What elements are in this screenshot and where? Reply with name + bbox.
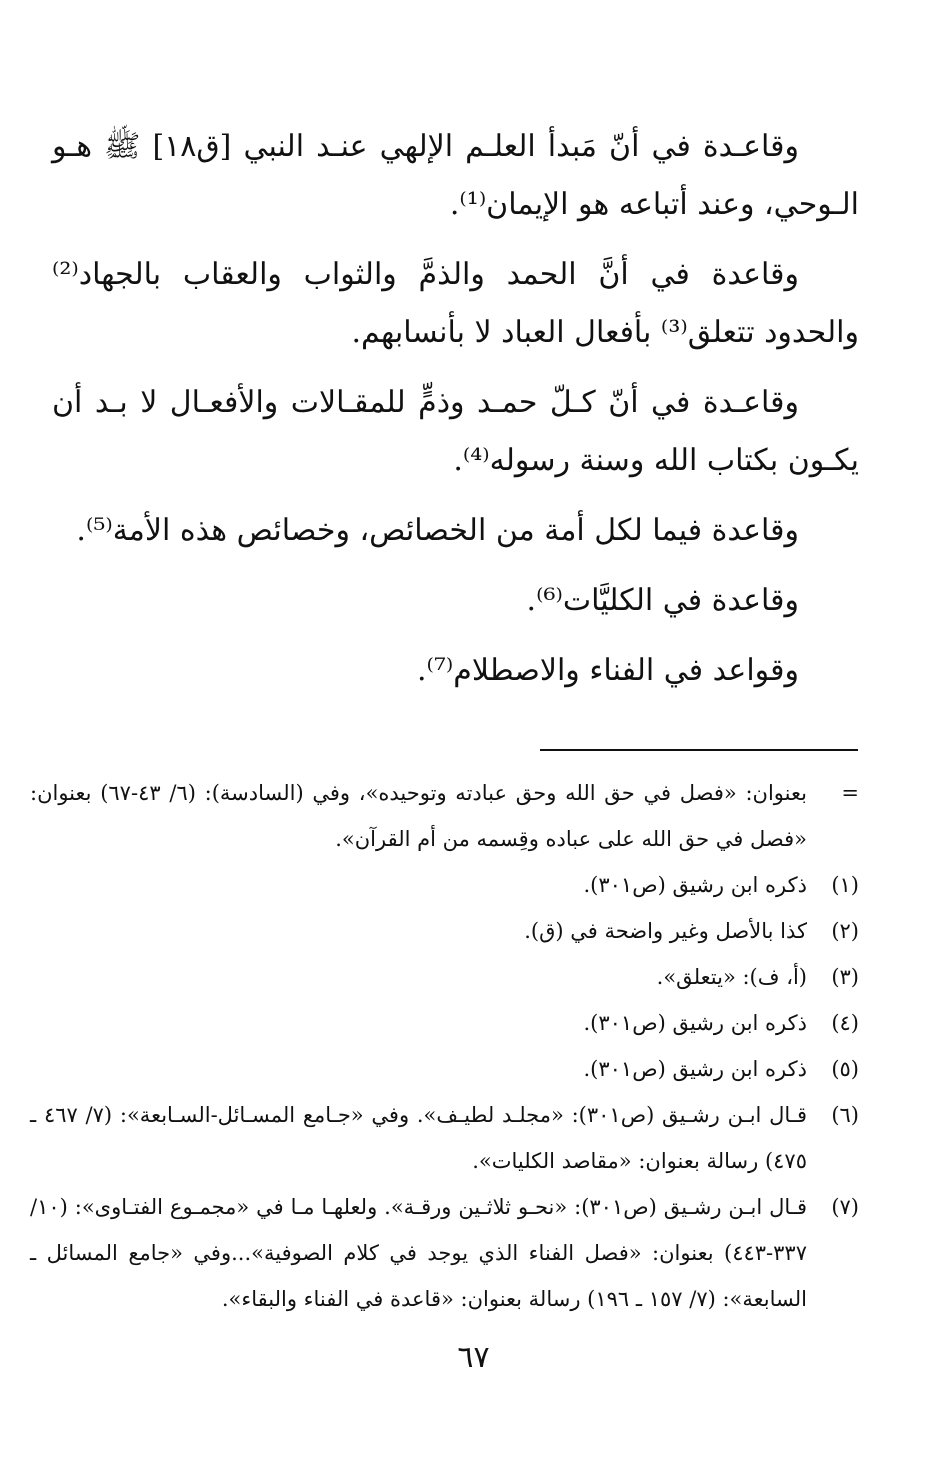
page-number: ٦٧ [457, 1340, 490, 1375]
paragraph-6: وقواعد في الفناء والاصطلام⁽⁷⁾. [416, 653, 799, 688]
paragraph-3: وقاعـدة في أنّ كـلّ حمـد وذمٍّ للمقـالات والأفعـال لا بـد أن يكـون بكتاب الله وسنة رسوله⁽⁴⁾. [52, 385, 859, 478]
footnote-6 [30, 1092, 859, 1184]
footnote-continued [30, 770, 859, 862]
footnote-text: (أ، ف): «يتعلق». [656, 965, 807, 989]
footnote-marker: (٧) [831, 1195, 859, 1219]
footnote-separator [540, 749, 858, 751]
footnote-text: بعنوان: «فصل في حق الله وحق عبادته وتوحيده»، وفي (السادسة): (٦/ ٤٣-٦٧) بعنوان: «فصل في حق الله على عباده وقِسمه من أم القرآن». [30, 781, 807, 851]
paragraph-2: وقاعدة في أنَّ الحمد والذمَّ والثواب والعقاب بالجهاد⁽²⁾ والحدود تتعلق⁽³⁾ بأفعال العباد لا بأنسابهم. [52, 257, 859, 350]
footnote-marker: = [841, 781, 859, 805]
footnote-marker: (١) [831, 873, 859, 897]
footnote-marker: (٢) [831, 919, 859, 943]
footnotes [30, 770, 859, 1322]
footnote-text: ذكره ابن رشيق (ص٣٠١). [583, 1011, 807, 1035]
paragraph-5: وقاعدة في الكليَّات⁽⁶⁾. [526, 583, 799, 618]
main-text [52, 118, 859, 712]
footnote-text: ذكره ابن رشيق (ص٣٠١). [583, 873, 807, 897]
footnote-5 [30, 1046, 859, 1092]
footnote-7 [30, 1184, 859, 1322]
footnote-text: ذكره ابن رشيق (ص٣٠١). [583, 1057, 807, 1081]
footnote-text: قـال ابـن رشـيق (ص٣٠١): «مجلـد لطيـف». وفي «جـامع المسـائل-السـابعة»: (٧/ ٤٦٧ ـ ٤٧٥) رسالة بعنوان: «مقاصد الكليات». [30, 1103, 808, 1173]
footnote-4 [30, 1000, 859, 1046]
footnote-marker: (٤) [831, 1011, 859, 1035]
footnote-1 [30, 862, 859, 908]
footnote-marker: (٥) [831, 1057, 859, 1081]
footnote-text: كذا بالأصل وغير واضحة في (ق). [524, 919, 807, 943]
footnote-marker: (٦) [831, 1103, 859, 1127]
footnote-3 [30, 954, 859, 1000]
footnote-2 [30, 908, 859, 954]
footnote-marker: (٣) [831, 965, 859, 989]
footnote-text: قـال ابـن رشـيق (ص٣٠١): «نحـو ثلاثـين ورقـة». ولعلهـا مـا في «مجمـوع الفتـاوى»: (١٠/ ٣٣٧-٤٤٣) بعنوان: «فصل الفناء الذي يوجد في كلام الصوفية»...وفي «جامع المسائل ـ السابعة»: (٧/ ١٥٧ ـ ١٩٦) رسالة بعنوان: «قاعدة في الفناء والبقاء». [30, 1195, 807, 1311]
paragraph-1: وقاعـدة في أنّ مَبدأ العلـم الإلهي عنـد النبي [ق١٨] ﷺ هـو الـوحي، وعند أتباعه هو الإيمان⁽¹⁾. [52, 129, 859, 222]
paragraph-4: وقاعدة فيما لكل أمة من الخصائص، وخصائص هذه الأمة⁽⁵⁾. [76, 513, 799, 548]
